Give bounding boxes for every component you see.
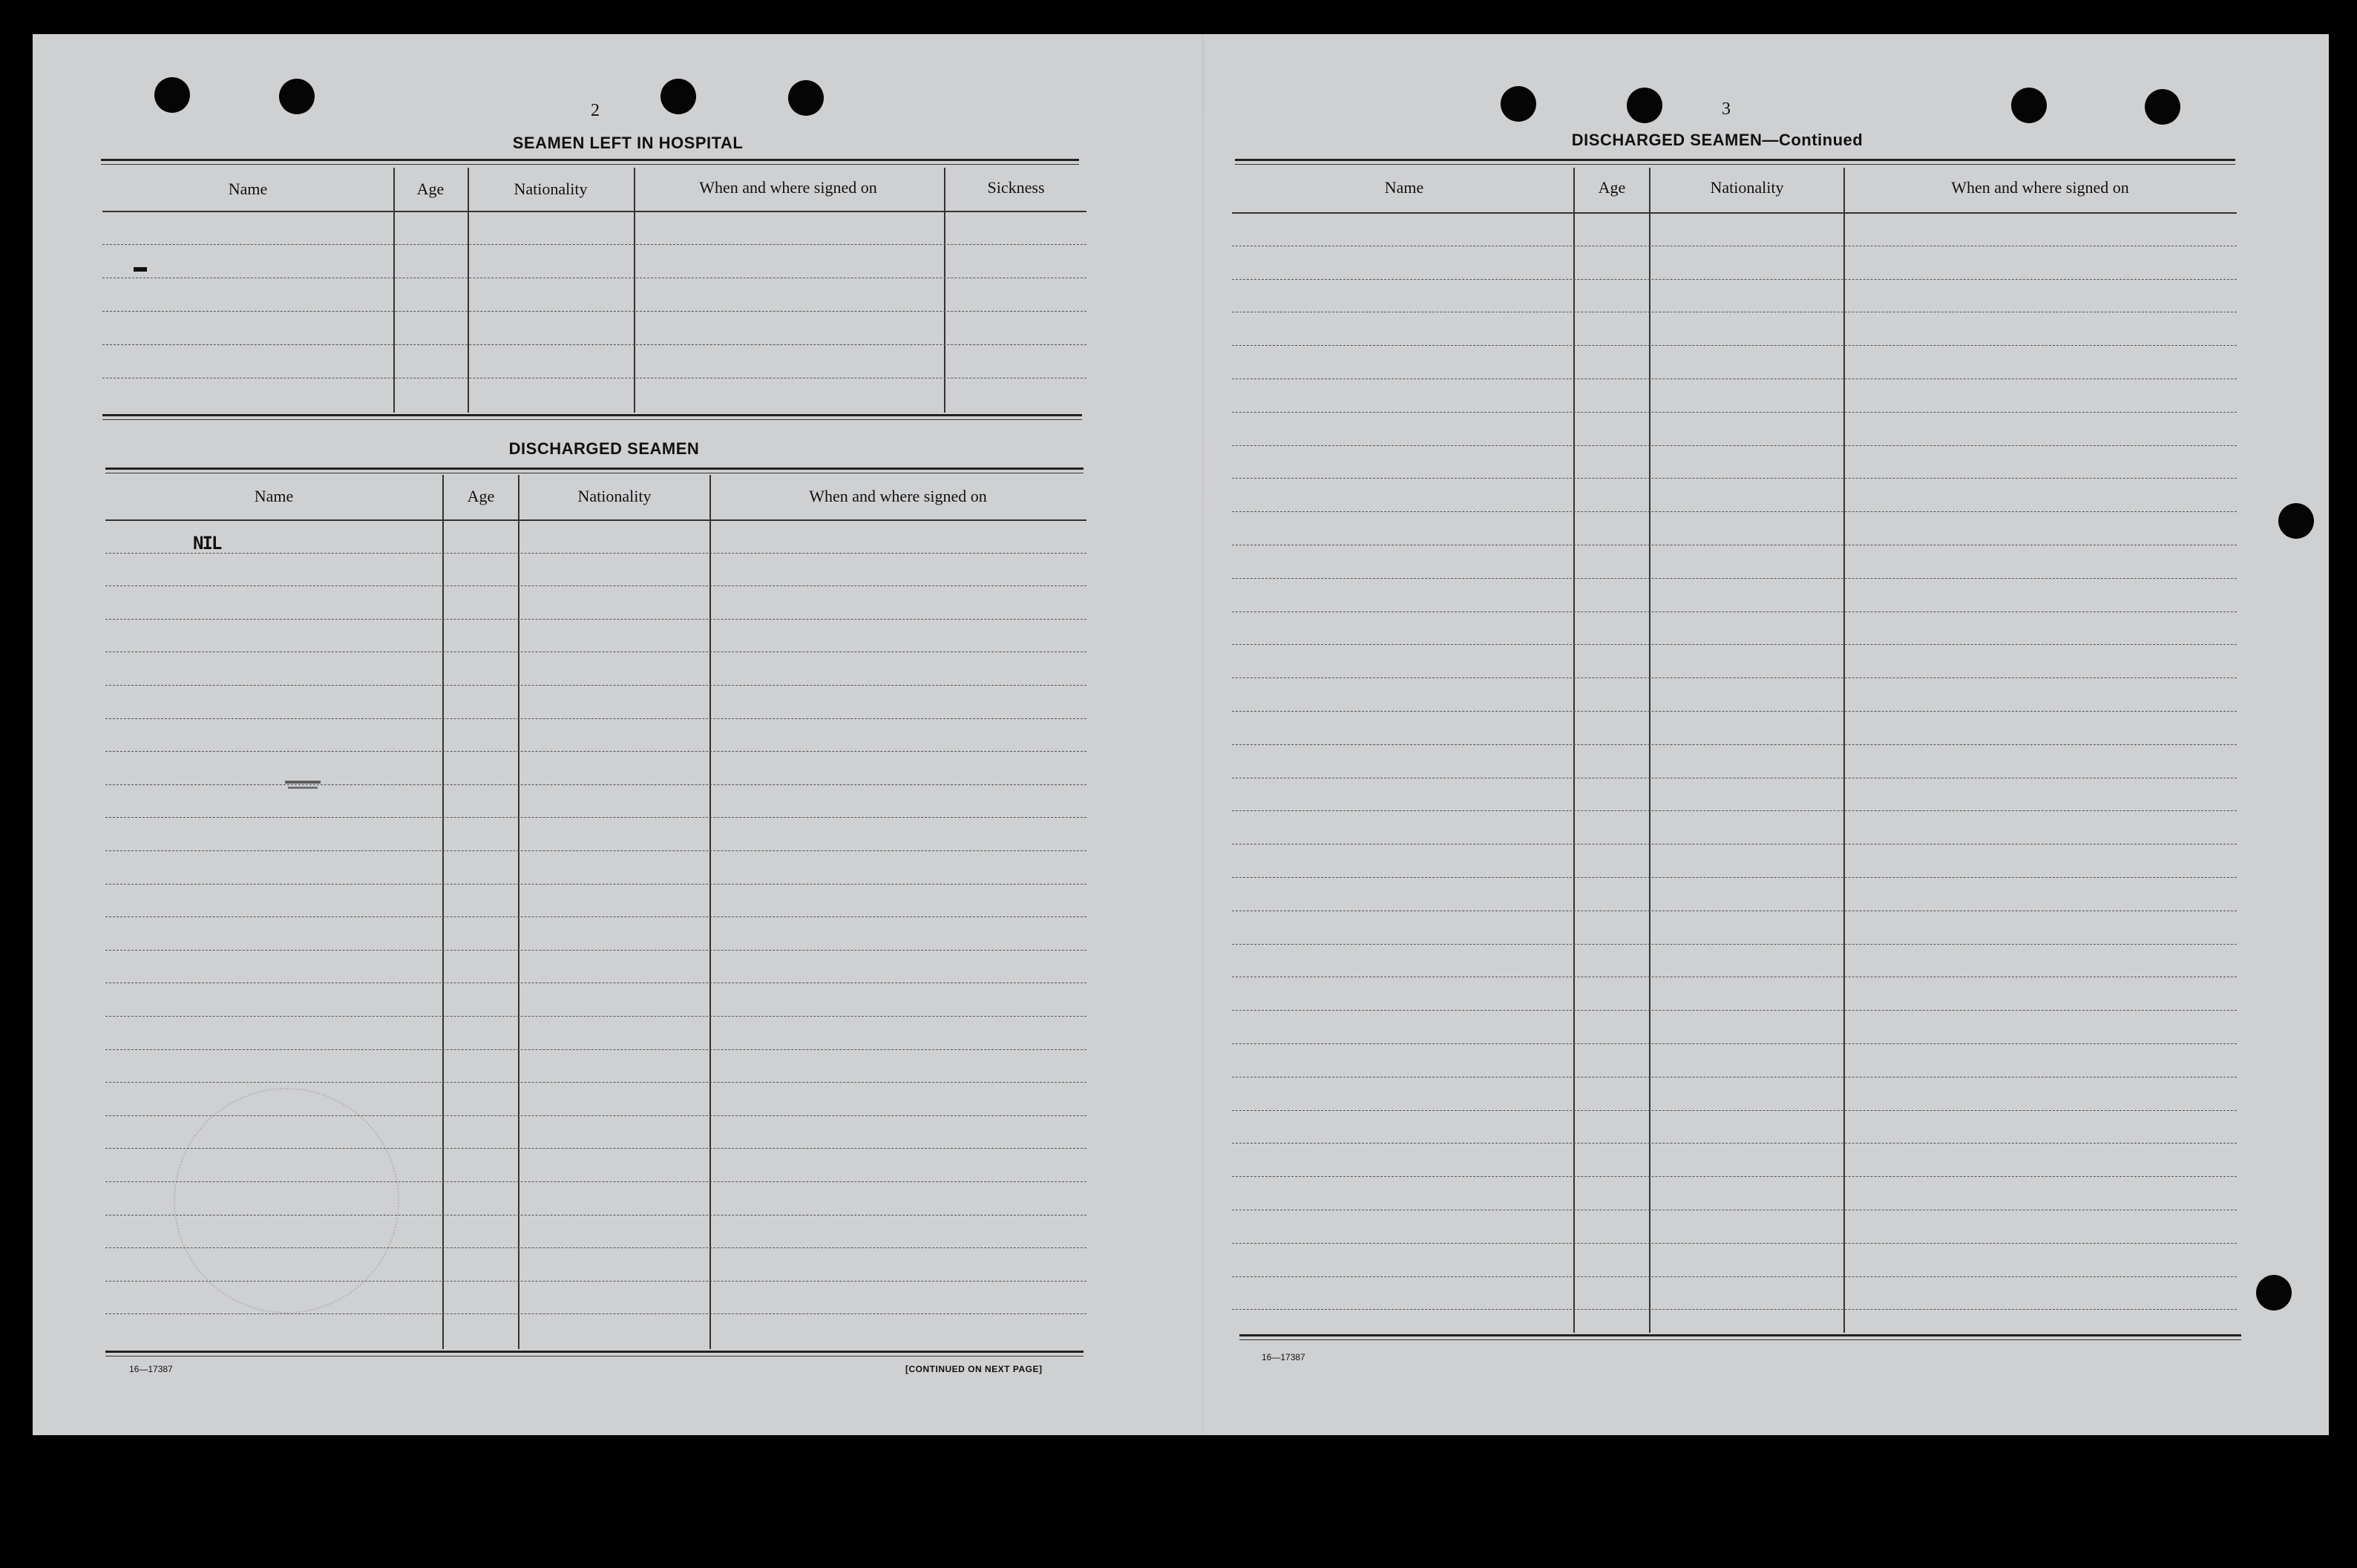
right-top-rule [1235, 159, 2235, 165]
ruled-line [1232, 611, 2237, 612]
hospital-title: SEAMEN LEFT IN HOSPITAL [512, 134, 744, 152]
page-number-left: 2 [591, 101, 600, 120]
ruled-line [105, 1016, 1086, 1017]
ruled-line [1232, 412, 2237, 413]
punch-hole [2256, 1275, 2292, 1311]
punch-hole [2278, 503, 2314, 539]
ruled-line [105, 585, 1086, 586]
ruled-line [1232, 1110, 2237, 1111]
ruled-line [1232, 1143, 2237, 1144]
ruled-line [1232, 511, 2237, 512]
ruled-line [1232, 644, 2237, 645]
ruled-line [105, 1281, 1086, 1282]
right-title-continued: —Continued [1762, 131, 1863, 149]
punch-hole [1501, 86, 1536, 122]
col-head-sickness: Sickness [987, 178, 1045, 197]
ruled-line [105, 817, 1086, 818]
col-head-name: Name [1384, 178, 1424, 197]
ruled-line [1232, 1176, 2237, 1177]
ruled-line [1232, 378, 2237, 379]
ruled-line [105, 1215, 1086, 1216]
ink-smudge [285, 781, 321, 784]
header-separator [102, 211, 1086, 212]
ruled-line [105, 950, 1086, 951]
form-sheet [33, 34, 2329, 1435]
punch-hole [154, 77, 190, 113]
punch-hole [788, 80, 824, 116]
col-head-signed-on: When and where signed on [699, 178, 877, 197]
column-divider [518, 475, 519, 1349]
ruled-line [1232, 1276, 2237, 1277]
ruled-line [105, 1082, 1086, 1083]
column-divider [634, 168, 635, 413]
ruled-line [1232, 1043, 2237, 1044]
right-title-main: DISCHARGED SEAMEN [1571, 131, 1763, 149]
ruled-line [1232, 877, 2237, 878]
ruled-line [105, 685, 1086, 686]
ruled-line [105, 1313, 1086, 1314]
ruled-line [1232, 478, 2237, 479]
ruled-line [105, 619, 1086, 620]
col-head-nationality: Nationality [1710, 178, 1784, 197]
ruled-line [105, 1181, 1086, 1182]
ruled-line [1232, 445, 2237, 446]
page-fold [1202, 34, 1204, 1435]
continued-note: [CONTINUED ON NEXT PAGE] [905, 1364, 1043, 1374]
ruled-line [1232, 1243, 2237, 1244]
col-head-age: Age [1598, 178, 1626, 197]
ruled-line [105, 751, 1086, 752]
ruled-line [1232, 1010, 2237, 1011]
ruled-line [1232, 944, 2237, 945]
ruled-line [1232, 711, 2237, 712]
hospital-bottom-rule [102, 414, 1082, 420]
punch-hole [660, 79, 696, 114]
ruled-line [105, 884, 1086, 885]
header-separator [1232, 212, 2237, 214]
ruled-line [1232, 810, 2237, 811]
ruled-line [102, 244, 1086, 245]
col-head-name: Name [254, 487, 294, 505]
right-bottom-rule [1239, 1334, 2241, 1340]
right-title [1495, 131, 1940, 150]
ink-mark [134, 267, 147, 272]
ruled-line [102, 344, 1086, 345]
col-head-nationality: Nationality [514, 180, 588, 198]
punch-hole [2145, 89, 2180, 125]
ruled-line [105, 718, 1086, 719]
form-number-right: 16—17387 [1262, 1352, 1305, 1362]
column-divider [944, 168, 945, 413]
ruled-line [105, 1049, 1086, 1050]
column-divider [442, 475, 444, 1349]
ruled-line [1232, 345, 2237, 346]
ruled-line [105, 916, 1086, 917]
ruled-line [105, 784, 1086, 785]
punch-hole [2011, 88, 2047, 123]
col-head-signed-on: When and where signed on [1951, 178, 2129, 197]
column-divider [1649, 168, 1650, 1333]
punch-hole [1627, 88, 1662, 123]
column-divider [393, 168, 395, 413]
column-divider [709, 475, 711, 1349]
ink-smudge [288, 787, 318, 789]
ruled-line [105, 1115, 1086, 1116]
column-divider [1573, 168, 1575, 1333]
discharged-bottom-rule [105, 1351, 1084, 1357]
col-head-age: Age [467, 487, 495, 505]
page-number-right: 3 [1722, 99, 1731, 119]
col-head-name: Name [228, 180, 268, 198]
ruled-line [105, 553, 1086, 554]
entry-name-nil: NIL [193, 533, 221, 554]
form-number-left: 16—17387 [129, 1364, 173, 1374]
ruled-line [105, 1148, 1086, 1149]
column-divider [1843, 168, 1845, 1333]
faded-stamp [174, 1088, 399, 1313]
discharged-title: DISCHARGED SEAMEN [508, 439, 700, 458]
col-head-nationality: Nationality [577, 487, 652, 505]
ruled-line [1232, 1309, 2237, 1310]
ruled-line [1232, 744, 2237, 745]
col-head-age: Age [416, 180, 445, 198]
ruled-line [105, 1247, 1086, 1248]
punch-hole [279, 79, 315, 114]
hospital-top-rule [101, 159, 1079, 165]
ruled-line [1232, 279, 2237, 280]
ruled-line [105, 850, 1086, 851]
col-head-signed-on: When and where signed on [809, 487, 987, 505]
discharged-top-rule [105, 468, 1084, 473]
column-divider [468, 168, 469, 413]
ruled-line [102, 311, 1086, 312]
ruled-line [1232, 578, 2237, 579]
header-separator [105, 519, 1086, 521]
